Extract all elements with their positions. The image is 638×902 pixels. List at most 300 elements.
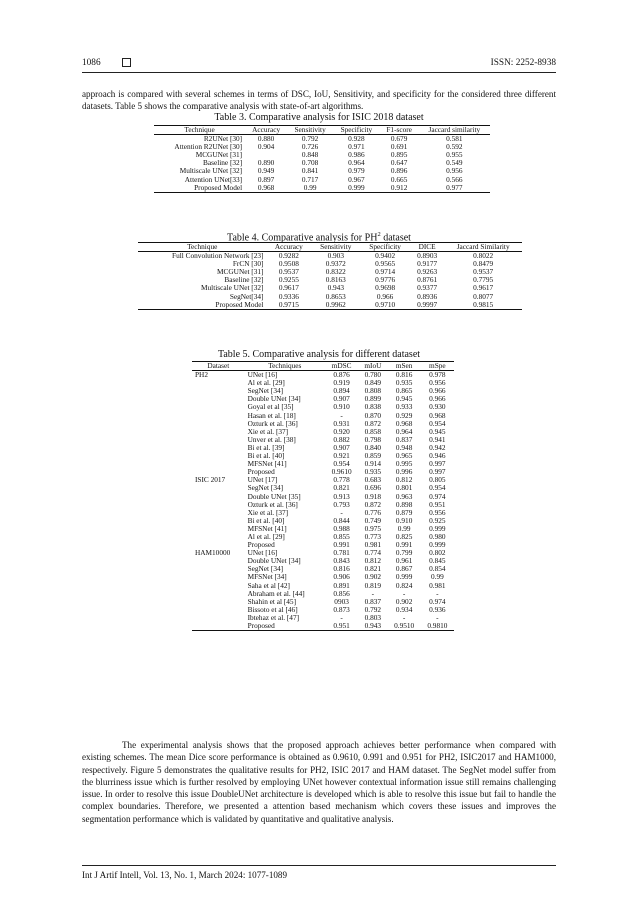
technique-cell: Bissoto et al [46] [247,604,298,614]
value-cell: 0.773 [364,531,382,541]
value-cell: 0.936 [429,604,446,614]
value-cell: 0.805 [429,475,446,485]
value-cell: 0.894 [333,386,350,396]
technique-cell: R2UNet [30] [203,134,243,144]
value-cell: - [436,612,439,622]
value-cell: 0.919 [333,378,350,388]
value-cell: 0.749 [364,515,382,525]
value-cell: 0.997 [429,459,446,469]
table-row [192,622,454,631]
value-cell: 0.778 [333,475,350,485]
technique-cell: Al et al. [29] [247,378,285,388]
value-cell: 0.99 [430,572,444,582]
value-cell: - [436,588,439,598]
value-cell: 0.991 [395,540,413,550]
table5-col-header: mSen [388,362,421,371]
table-row [192,606,454,614]
table-row [192,387,454,395]
value-cell: 0.717 [301,174,319,184]
dataset-cell [192,452,245,460]
table3 [154,125,490,193]
value-cell: - [371,588,375,598]
value-cell: 0.951 [429,499,446,509]
value-cell: 0.965 [395,451,413,461]
value-cell: 0.9372 [325,259,346,269]
value-cell: 0.913 [333,491,350,501]
value-cell: 0.841 [301,166,319,176]
value-cell: 0.907 [333,394,350,404]
technique-cell: SegNet [34] [247,483,284,493]
table5 [192,361,454,631]
value-cell: 0.964 [348,158,365,168]
table-row [192,436,454,444]
value-cell: 0.997 [429,467,446,477]
value-cell: 0.986 [348,150,365,160]
value-cell: 0.781 [333,548,350,558]
value-cell: 0.988 [333,523,350,533]
table-row [192,549,454,557]
dataset-cell [192,387,245,395]
value-cell: 0.966 [429,386,446,396]
dataset-cell [192,501,245,509]
value-cell: 0.978 [429,370,446,380]
value-cell: 0.891 [333,580,350,590]
dataset-cell [192,557,245,565]
value-cell: 0.906 [333,572,350,582]
value-cell: 0.8903 [417,251,438,261]
value-cell: 0.999 [395,572,413,582]
value-cell: 0.8322 [325,267,346,277]
value-cell: 0.854 [429,564,446,574]
journal-citation: Int J Artif Intell, Vol. 13, No. 1, March 2024: 1077-1089 [82,870,288,880]
value-cell: 0.899 [364,394,382,404]
value-cell: 0.974 [429,491,446,501]
table-row [192,598,454,606]
table4-col-header: Jaccard Similarity [444,243,522,252]
value-cell: 0.8936 [417,291,438,301]
value-cell: 0.9537 [473,267,494,277]
value-cell: 0.9962 [311,301,360,310]
value-cell: 0.977 [419,184,490,193]
value-cell: 0.951 [325,622,358,631]
table-row [192,371,454,380]
value-cell: 0.880 [257,134,275,144]
value-cell: 0.849 [364,378,382,388]
table5-col-header: mIoU [358,362,387,371]
table-row [138,301,522,310]
value-cell: 0.859 [364,451,382,461]
table-row [192,533,454,541]
value-cell: 0.840 [364,442,382,452]
value-cell: 0.691 [390,142,408,152]
table4-col-header: Technique [138,243,266,252]
technique-cell: UNet [16] [247,548,278,558]
table-row [192,484,454,492]
table4-col-header: Specificity [360,243,410,252]
value-cell: - [340,507,343,517]
dataset-cell [192,525,245,533]
value-cell: 0.910 [395,515,413,525]
dataset-cell [192,573,245,581]
value-cell: 0.856 [333,588,350,598]
technique-cell: Baseline [32] [203,158,243,168]
value-cell: 0.912 [380,184,419,193]
table-row [192,525,454,533]
technique-cell: FrCN [30] [232,259,264,269]
value-cell: 0.9177 [417,259,438,269]
value-cell: 0.902 [364,572,382,582]
dataset-cell [192,606,245,614]
conclusion-paragraph: The experimental analysis shows that the proposed approach achieves better performance when compared with existing schemes. The mean Dice score performance is obtained as 0.9610, 0.991 and 0.951 for PH2, ISIC2017 and HAM1000, respectively. Figure 5 demonstrates the qualitative results for PH2, ISIC 2017 and HAM dataset. The SegNet model suffer from the blurriness issue which is further resolved by employing UNet however contextual information issue still remains challenging issue. In order to resolve this issue DoubleUNet architecture is developed which is able to resolve this issue but fail to handle the complex boundaries. Therefore, we presented a attention based mechanism which covers these issues and improves the segmentation performance which is validated by quantitative and qualitative analysis. [82,740,556,824]
value-cell: 0.945 [395,394,413,404]
value-cell: 0.930 [429,402,446,412]
value-cell: 0.928 [348,134,365,144]
value-cell: 0.812 [395,475,413,485]
value-cell: 0.882 [333,434,350,444]
value-cell: 0.870 [364,410,382,420]
value-cell: 0.821 [364,564,382,574]
value-cell: 0.955 [446,150,463,160]
technique-cell: SegNet [34] [247,564,284,574]
table3-col-header: Sensitivity [287,126,333,135]
technique-cell: Proposed [247,540,275,550]
value-cell: 0.897 [257,174,275,184]
value-cell: 0.921 [333,451,350,461]
value-cell: 0.931 [333,418,350,428]
value-cell: 0.979 [348,166,365,176]
value-cell: 0.824 [395,580,413,590]
technique-cell: Proposed Model [138,301,266,310]
value-cell: 0.9714 [375,267,396,277]
value-cell: 0.941 [429,434,446,444]
value-cell: 0.948 [395,442,413,452]
value-cell: 0.981 [429,580,446,590]
table-row [192,557,454,565]
table-row [192,476,454,484]
technique-cell: Proposed Model [154,184,245,193]
technique-cell: SegNet [34] [247,386,284,396]
value-cell: 0.920 [333,426,350,436]
table-row [192,403,454,411]
value-cell: 0.872 [364,499,382,509]
value-cell: 0.683 [364,475,382,485]
value-cell: 0.873 [333,604,350,614]
value-cell: 0.975 [364,523,382,533]
technique-cell: Bi et al. [39] [247,442,285,452]
value-cell: 0.925 [429,515,446,525]
value-cell: 0.808 [364,386,382,396]
value-cell: - [340,410,343,420]
value-cell: 0.8761 [417,275,438,285]
value-cell: 0.819 [364,580,382,590]
value-cell: 0.821 [333,483,350,493]
value-cell: 0.7795 [473,275,494,285]
value-cell: 0.935 [364,467,382,477]
table-row [192,517,454,525]
value-cell: 0.929 [395,410,413,420]
technique-cell: Goyal et al [35] [247,402,294,412]
value-cell: 0.647 [390,158,408,168]
value-cell: 0.9710 [360,301,410,310]
value-cell: 0.9617 [473,283,494,293]
value-cell: 0.995 [395,459,413,469]
technique-cell: Xie et al. [37] [247,426,289,436]
technique-cell: Multiscale UNet [32] [179,166,243,176]
value-cell: 0.592 [446,142,463,152]
dataset-cell [192,420,245,428]
value-cell: 0.966 [376,291,394,301]
table3-col-header: F1-score [380,126,419,135]
technique-cell: MCGUNet [31] [195,150,243,160]
dataset-cell [192,436,245,444]
value-cell: 0.904 [257,142,275,152]
table-row [192,452,454,460]
value-cell: 0.9815 [444,301,522,310]
value-cell: 0.9610 [331,467,352,477]
dataset-cell [192,582,245,590]
value-cell: 0.896 [390,166,408,176]
table-row [192,493,454,501]
value-cell: - [402,612,406,622]
page-footer [82,865,556,880]
value-cell: 0.816 [395,370,413,380]
value-cell: 0903 [334,596,349,606]
table-row [192,614,454,622]
table4-col-header: Accuracy [266,243,311,252]
value-cell: 0.967 [348,174,365,184]
technique-cell: MFSNet [34] [247,572,287,582]
dataset-cell: HAM10000 [195,548,231,558]
dataset-cell [192,412,245,420]
value-cell: 0.964 [395,426,413,436]
value-cell: 0.876 [333,370,350,380]
value-cell: 0.918 [364,491,382,501]
value-cell: 0.9282 [278,251,299,261]
value-cell: 0.858 [364,426,382,436]
dataset-cell [192,517,245,525]
value-cell: 0.8077 [473,291,494,301]
value-cell: 0.935 [395,378,413,388]
value-cell: 0.812 [364,556,382,566]
value-cell: 0.696 [364,483,382,493]
value-cell: - [340,612,343,622]
value-cell: 0.855 [333,531,350,541]
value-cell: 0.581 [446,134,463,144]
dataset-cell [192,484,245,492]
technique-cell: MFSNet [41] [247,523,287,533]
value-cell: 0.999 [429,523,446,533]
technique-cell: Ozturk et al. [36] [247,418,298,428]
table4-caption-superscript: 2 [377,231,381,238]
value-cell: 0.566 [446,174,463,184]
value-cell: 0.981 [364,540,382,550]
value-cell: 0.956 [446,166,463,176]
value-cell: 0.726 [301,142,319,152]
checkbox-glyph-icon [122,58,131,67]
dataset-cell [192,379,245,387]
issn: ISSN: 2252-8938 [490,58,556,68]
dataset-cell: ISIC 2017 [195,475,226,485]
value-cell: 0.844 [333,515,350,525]
value-cell: 0.867 [395,564,413,574]
value-cell: 0.8163 [325,275,346,285]
table5-caption: Table 5. Comparative analysis for different dataset [217,349,421,360]
page-header [82,54,556,73]
value-cell: 0.9565 [375,259,396,269]
dataset-cell [192,395,245,403]
value-cell: 0.798 [364,434,382,444]
dataset-cell [192,590,245,598]
technique-cell: Baseline [32] [224,275,264,285]
technique-cell: MCGUNet [31] [217,267,264,277]
value-cell: 0.902 [395,596,413,606]
table-row [192,420,454,428]
value-cell: 0.793 [333,499,350,509]
value-cell: 0.954 [333,459,350,469]
value-cell: 0.945 [429,426,446,436]
table-row [192,590,454,598]
table3-col-header: Technique [154,126,245,135]
table5-col-header: Dataset [192,362,245,371]
value-cell: 0.837 [364,596,382,606]
table3-caption: Table 3. Comparative analysis for ISIC 2018 dataset [214,112,424,123]
table3-col-header: Specificity [333,126,380,135]
value-cell: 0.8022 [473,251,494,261]
technique-cell: SegNet[34] [229,291,264,301]
technique-cell: Attention R2UNet [30] [174,142,243,152]
dataset-cell [192,565,245,573]
value-cell: 0.903 [327,251,344,261]
value-cell: 0.780 [364,370,382,380]
table4 [138,242,522,310]
technique-cell: UNet [17] [247,475,278,485]
value-cell: 0.803 [364,612,382,622]
value-cell: 0.838 [364,402,382,412]
value-cell: 0.9810 [421,622,454,631]
value-cell: 0.934 [395,604,413,614]
value-cell: 0.549 [446,158,463,168]
value-cell: 0.792 [301,134,319,144]
table4-caption-text: Table 4. Comparative analysis for PH [227,232,378,244]
table-row [192,412,454,420]
value-cell: 0.946 [429,451,446,461]
value-cell: 0.9255 [278,275,299,285]
dataset-cell [192,444,245,452]
value-cell: 0.792 [364,604,382,614]
table-row [154,184,490,193]
value-cell: 0.907 [333,442,350,452]
technique-cell: Proposed [247,467,275,477]
value-cell: 0.8479 [473,259,494,269]
value-cell: 0.843 [333,556,350,566]
dataset-cell [192,622,245,631]
value-cell: 0.802 [429,548,446,558]
intro-paragraph: approach is compared with several schemes in terms of DSC, IoU, Sensitivity, and specificity for the considered three different datasets. Table 5 shows the comparative analysis with state-of-art algorithms. [82,89,556,112]
value-cell: 0.968 [245,184,287,193]
table5-col-header: mDSC [325,362,358,371]
value-cell: 0.837 [395,434,413,444]
dataset-cell [192,598,245,606]
value-cell: 0.980 [429,531,446,541]
value-cell: 0.943 [327,283,344,293]
value-cell: 0.9537 [278,267,299,277]
value-cell: 0.848 [301,150,319,160]
dataset-cell [192,460,245,468]
technique-cell: Attention UNet[33] [184,174,243,184]
value-cell: 0.968 [429,410,446,420]
table5-col-header: mSpe [421,362,454,371]
dataset-cell [192,403,245,411]
value-cell: 0.999 [429,540,446,550]
value-cell: 0.879 [395,507,413,517]
technique-cell: Ozturk et al. [36] [247,499,298,509]
table-row [192,460,454,468]
value-cell: 0.9336 [278,291,299,301]
table-row [192,395,454,403]
value-cell: 0.708 [301,158,319,168]
table4-col-header: DICE [410,243,444,252]
table-row [192,541,454,549]
technique-cell: Hasan et al. [18] [247,410,296,420]
value-cell: 0.9510 [388,622,421,631]
technique-cell: Double UNet [34] [247,394,301,404]
value-cell: 0.9997 [410,301,444,310]
dataset-cell [192,533,245,541]
technique-cell: Saha et al [42] [247,580,290,590]
value-cell: 0.776 [364,507,382,517]
technique-cell: Multiscale UNet [32] [201,283,264,293]
technique-cell: Full Convolution Network [23] [172,251,264,261]
value-cell: 0.9402 [375,251,396,261]
value-cell: 0.949 [257,166,275,176]
value-cell: 0.825 [395,531,413,541]
value-cell: 0.890 [257,158,275,168]
value-cell: 0.895 [390,150,408,160]
value-cell: 0.99 [287,184,333,193]
value-cell: 0.872 [364,418,382,428]
value-cell: 0.8653 [325,291,346,301]
value-cell: 0.961 [395,556,413,566]
table-row [192,428,454,436]
dataset-cell [192,614,245,622]
value-cell: 0.9776 [375,275,396,285]
technique-cell: Ibtehaz et al. [47] [247,612,300,622]
value-cell: 0.898 [395,499,413,509]
value-cell: 0.910 [333,402,350,412]
technique-cell: Bi et al. [40] [247,515,285,525]
table5-col-header: Techniques [245,362,325,371]
dataset-cell [192,493,245,501]
value-cell: 0.665 [390,174,408,184]
value-cell: 0.774 [364,548,382,558]
value-cell: 0.845 [429,556,446,566]
value-cell: 0.679 [390,134,408,144]
dataset-cell [192,509,245,517]
value-cell: 0.971 [348,142,365,152]
page-number: 1086 [82,58,101,68]
technique-cell: Al et al. [29] [247,531,285,541]
technique-cell: Double UNet [34] [247,556,301,566]
technique-cell: Proposed [245,622,325,631]
value-cell: 0.9377 [417,283,438,293]
value-cell: 0.9698 [375,283,396,293]
table-row [192,468,454,476]
value-cell: - [402,588,406,598]
table3-col-header: Jaccard similarity [419,126,490,135]
table-row [192,565,454,573]
technique-cell: MFSNet [41] [247,459,287,469]
value-cell: 0.956 [429,378,446,388]
